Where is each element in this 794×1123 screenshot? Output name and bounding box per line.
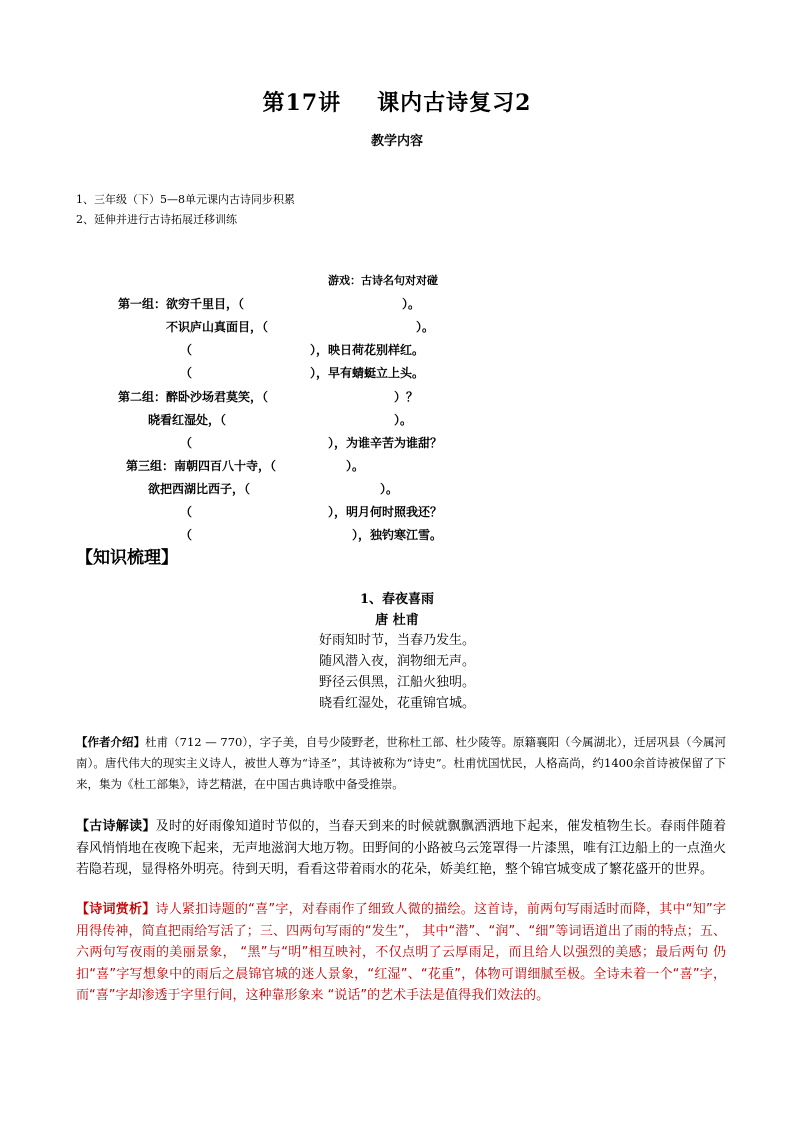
poem-title: 1、春夜喜雨 [359, 592, 435, 607]
game-line: 第三组：南朝四百八十寺，（ ）。 [126, 459, 365, 473]
teaching-goals [76, 190, 295, 230]
goal-item: 1、三年级（下）5—8单元课内古诗同步积累 [76, 193, 295, 206]
page-subtitle: 教学内容 [370, 134, 423, 149]
game-line: 欲把西湖比西子，（ ）。 [148, 482, 399, 496]
game-line: 第一组：欲穷千里目，（ ）。 [118, 297, 421, 311]
author-introduction [76, 732, 726, 795]
game-line: 晓看红湿处，（ ）。 [148, 413, 413, 427]
game-line: （ ），映日荷花别样红。 [180, 343, 425, 357]
game-line: （ ），明月何时照我还？ [180, 505, 443, 519]
poem-appreciation [76, 899, 726, 1007]
explain-label: 【古诗解读】 [76, 819, 156, 834]
game-line: 不识庐山真面目，（ ）。 [166, 320, 435, 334]
goal-item: 2、延伸并进行古诗拓展迁移训练 [76, 213, 237, 226]
poem-line: 晓看红湿处，花重锦官城。 [318, 696, 475, 711]
poem-line: 好雨知时节，当春乃发生。 [318, 633, 475, 648]
section-heading: 【知识梳理】 [76, 548, 178, 568]
poem-line: 随风潜入夜，润物细无声。 [318, 654, 475, 669]
author-text: 杜甫（712 — 770），字子美，自号少陵野老，世称杜工部、杜少陵等。原籍襄阳（今属湖北），迁居巩县（今属河南）。唐代伟大的现实主义诗人，被世人尊为“诗圣”，其诗被称为“诗史”。杜甫忧国忧民，人格高尚，约1400余首诗被保留了下来，集为《杜工部集》，诗艺精湛，在中国古典诗歌中备受推崇。 [76, 735, 726, 791]
game-title: 游戏：古诗名句对对碰 [328, 274, 438, 287]
poem-explanation [76, 816, 726, 881]
poem-author: 唐 杜甫 [375, 613, 419, 628]
game-line: 第二组：醉卧沙场君莫笑，（ ）？ [118, 390, 419, 404]
game-line: （ ），为谁辛苦为谁甜？ [180, 436, 443, 450]
author-label: 【作者介绍】 [76, 735, 146, 749]
appreciate-text: 诗人紧扣诗题的“喜”字，对春雨作了细致人微的描绘。这首诗，前两句写雨适时而降，其中“知”字用得传神，简直把雨给写活了；三、四两句写雨的“发生”， 其中“潜”、“润”、“细”等词语道出了雨的特点；五、六两句写夜雨的美丽景象， “黑”与“明”相互映衬，不仅点明了云厚雨足，而且给人以强烈的美感；最后两句 仍扣“喜”字写想象中的雨后之晨锦官城的迷人景象，“红湿”、“花重”，体物可谓细腻至极。全诗未着一个“喜”字，而“喜”字却渗透于字里行间，这种靠形象来 “说话”的艺术手法是值得我们效法的。 [76, 902, 726, 1003]
poem-line: 野径云俱黑，江船火独明。 [318, 675, 475, 690]
appreciate-label: 【诗词赏析】 [76, 902, 156, 917]
lecture-title: 课内古诗复习2 [377, 90, 532, 116]
game-line: （ ），早有蜻蜓立上头。 [180, 366, 425, 380]
lecture-number: 第17讲 [262, 90, 342, 116]
game-line: （ ），独钓寒江雪。 [180, 528, 443, 542]
explain-text: 及时的好雨像知道时节似的，当春天到来的时候就飘飘洒洒地下起来，催发植物生长。春雨伴随着春风悄悄地在夜晚下起来，无声地滋润大地万物。田野间的小路被乌云笼罩得一片漆黑，唯有江边船上的一点渔火若隐若现，显得格外明亮。待到天明，看看这带着雨水的花朵，娇美红艳，整个锦官城变成了繁花盛开的世界。 [76, 819, 727, 877]
page-title [0, 86, 794, 117]
